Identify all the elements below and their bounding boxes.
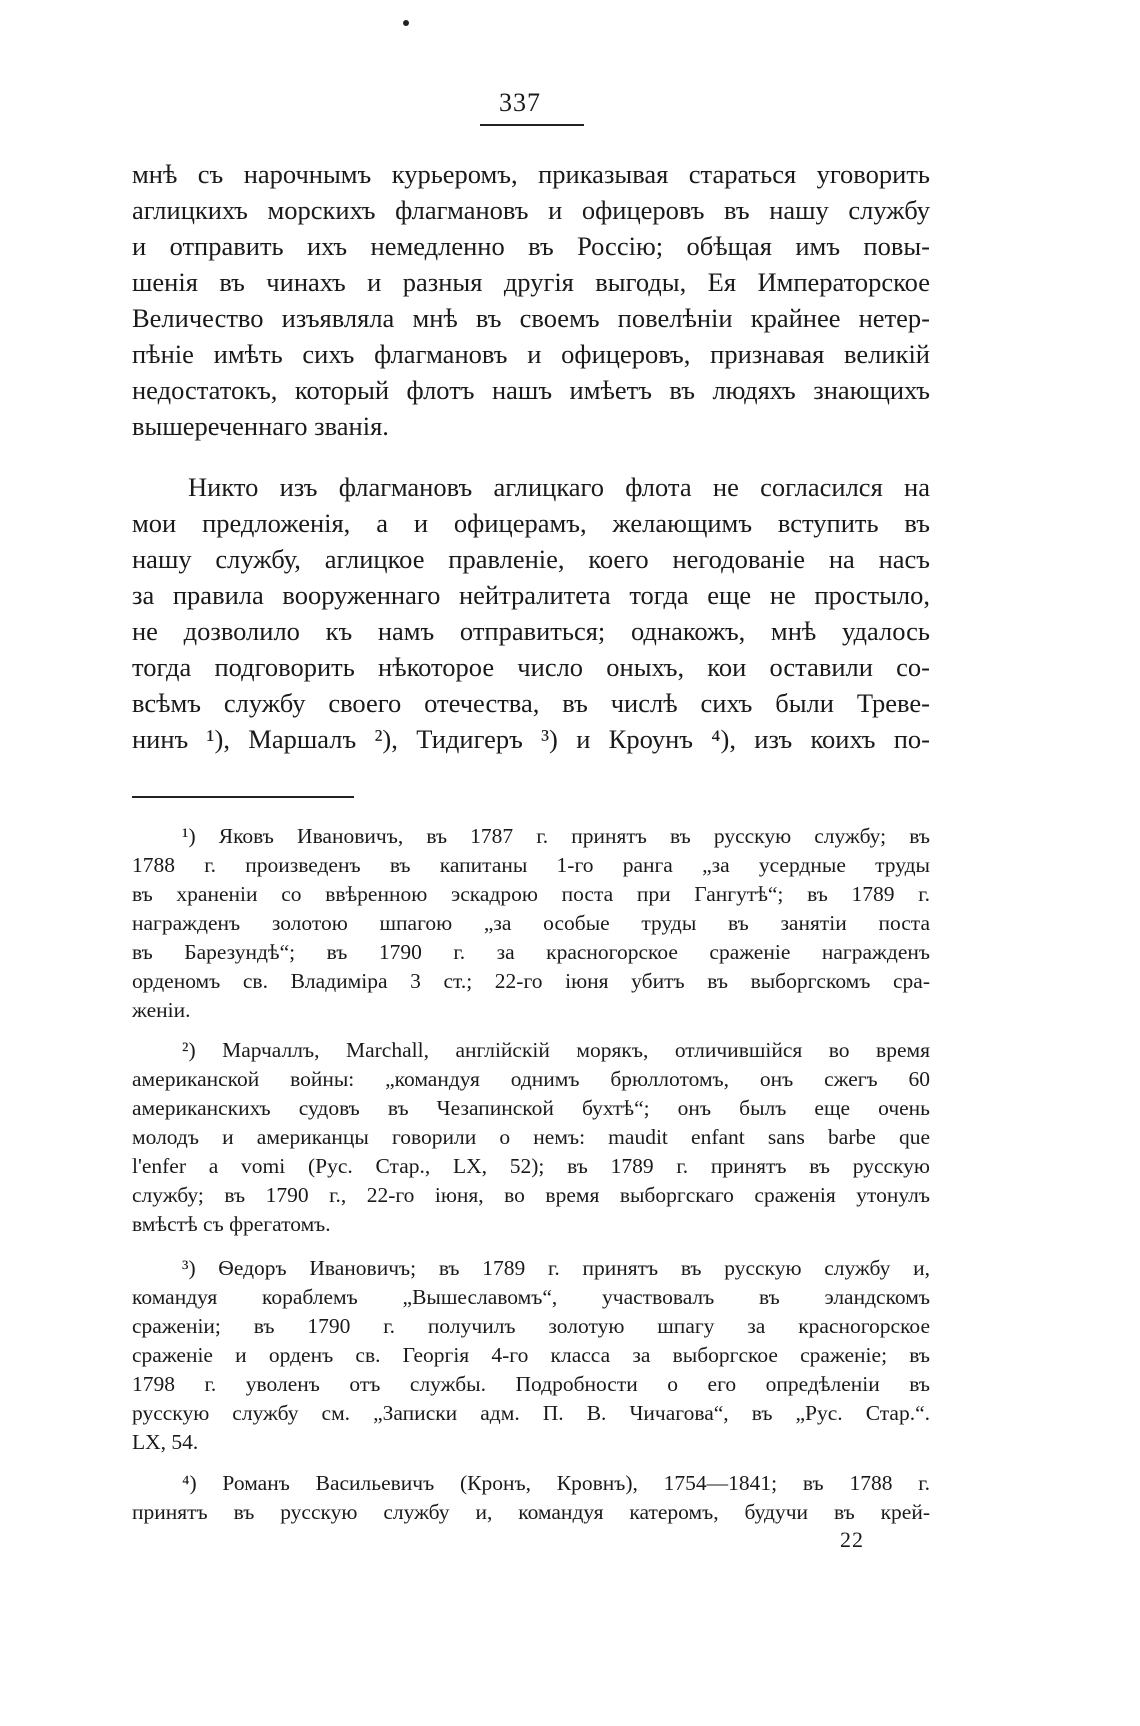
footnote-line: молодъ и американцы говорили о немъ: maudit enfant sans barbe que [132, 1125, 930, 1149]
footnote-line: командуя кораблемъ „Вышеславомъ“, участвовалъ въ эландскомъ [132, 1285, 930, 1309]
footnote-line: женіи. [132, 998, 191, 1022]
footnote-line: ²) Марчаллъ, Marchall, англійскій морякъ, отличившійся во время [182, 1038, 930, 1062]
footnote-line: сраженіи; въ 1790 г. получилъ золотую шпагу за красногорское [132, 1314, 930, 1338]
footnote-line: ¹) Яковъ Ивановичъ, въ 1787 г. принятъ въ русскую службу; въ [182, 824, 930, 848]
footnote-separator [132, 796, 354, 798]
footnote-line: русскую службу см. „Записки адм. П. В. Чичагова“, въ „Рус. Стар.“. [132, 1401, 930, 1425]
text-line: нинъ ¹), Маршалъ ²), Тидигеръ ³) и Кроунъ ⁴), изъ коихъ по- [132, 724, 930, 754]
footnote-line: l'enfer a vomi (Рус. Стар., LX, 52); въ 1789 г. принятъ въ русскую [132, 1154, 930, 1178]
page-number-rule [480, 124, 584, 126]
footnote-line: ⁴) Романъ Васильевичъ (Кронъ, Кровнъ), 1754—1841; въ 1788 г. [182, 1471, 930, 1495]
text-line: шенія въ чинахъ и разныя другія выгоды, Ея Императорское [132, 267, 930, 297]
text-line: аглицкихъ морскихъ флагмановъ и офицеровъ въ нашу службу [132, 195, 930, 225]
printer-signature-mark: 22 [840, 1527, 864, 1552]
text-line: и отправить ихъ немедленно въ Россію; обѣщая имъ повы- [132, 231, 930, 261]
footnote-3 [132, 1254, 930, 1457]
footnote-line: орденомъ св. Владиміра 3 ст.; 22-го іюня убитъ въ выборгскомъ сра- [132, 969, 930, 993]
text-line: Никто изъ флагмановъ аглицкаго флота не согласился на [188, 472, 930, 502]
paragraph-1 [132, 156, 930, 444]
footnote-line: награжденъ золотою шпагою „за особые труды въ занятіи поста [132, 911, 930, 935]
text-line: Величество изъявляла мнѣ въ своемъ повелѣніи крайнее нетер- [132, 303, 930, 333]
footnote-line: LX, 54. [132, 1430, 199, 1454]
footnote-line: американской войны: „командуя однимъ брюллотомъ, онъ сжегъ 60 [132, 1067, 930, 1091]
footnote-line: американскихъ судовъ въ Чезапинской бухтѣ“; онъ былъ еще очень [132, 1096, 930, 1120]
text-line: тогда подговорить нѣкоторое число оныхъ, кои оставили со- [132, 652, 930, 682]
text-line: всѣмъ службу своего отечества, въ числѣ сихъ были Треве- [132, 688, 930, 718]
text-line: вышереченнаго званія. [132, 411, 389, 441]
text-line: за правила вооруженнаго нейтралитета тогда еще не простыло, [132, 580, 930, 610]
text-line: мои предложенія, а и офицерамъ, желающимъ вступить въ [132, 508, 930, 538]
footnote-line: сраженіе и орденъ св. Георгія 4-го класса за выборгское сраженіе; въ [132, 1343, 930, 1367]
page-number: 337 [499, 88, 541, 117]
footnote-line: 1798 г. уволенъ отъ службы. Подробности о его опредѣленіи въ [132, 1372, 930, 1396]
footnote-line: въ Барезундѣ“; въ 1790 г. за красногорское сраженіе награжденъ [132, 940, 930, 964]
text-line: мнѣ съ нарочнымъ курьеромъ, приказывая стараться уговорить [132, 159, 930, 189]
footnote-line: службу; въ 1790 г., 22-го іюня, во время выборгскаго сраженія утонулъ [132, 1183, 930, 1207]
text-line: пѣніе имѣть сихъ флагмановъ и офицеровъ, признавая великій [132, 339, 930, 369]
text-line: нашу службу, аглицкое правленіе, коего негодованіе на насъ [132, 544, 930, 574]
paragraph-2 [132, 469, 930, 757]
footnote-4 [132, 1469, 930, 1527]
footnote-line: въ храненіи со ввѣренною эскадрою поста при Гангутѣ“; въ 1789 г. [132, 882, 930, 906]
text-line: недостатокъ, который флотъ нашъ имѣетъ въ людяхъ знающихъ [132, 375, 930, 405]
footnote-line: принятъ въ русскую службу и, командуя катеромъ, будучи въ крей- [132, 1500, 930, 1524]
ink-speck [403, 20, 409, 26]
footnote-line: 1788 г. произведенъ въ капитаны 1-го ранга „за усердные труды [132, 853, 930, 877]
text-line: не дозволило къ намъ отправиться; однакожъ, мнѣ удалось [132, 616, 930, 646]
footnote-1 [132, 822, 930, 1025]
footnote-2 [132, 1036, 930, 1239]
footnote-line: вмѣстѣ съ фрегатомъ. [132, 1212, 331, 1236]
footnote-line: ³) Ѳедоръ Ивановичъ; въ 1789 г. принятъ въ русскую службу и, [182, 1256, 930, 1280]
